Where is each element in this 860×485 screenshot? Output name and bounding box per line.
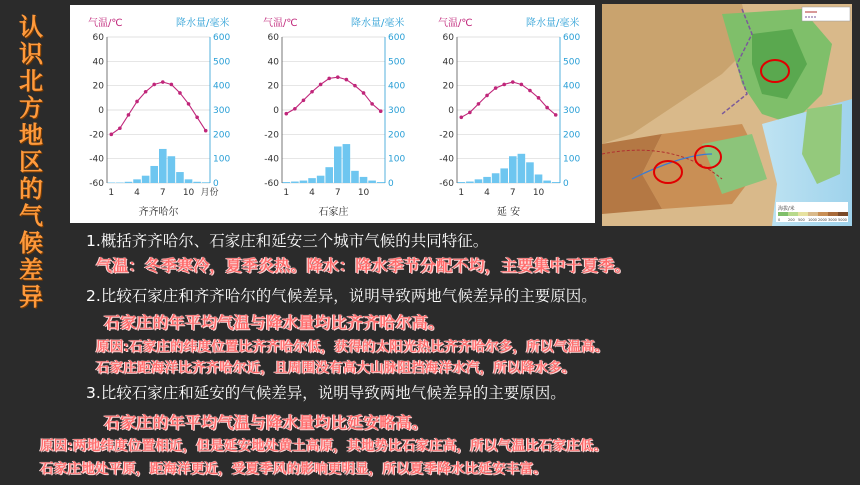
elevation-legend-label: 海拔/米: [778, 206, 795, 212]
temperature-point: [310, 90, 314, 94]
temp-tick-label: 0: [273, 106, 279, 116]
elevation-tick-label: 3000: [828, 218, 837, 222]
precip-axis-label: 降水量/毫米: [526, 18, 580, 29]
precip-bar: [176, 172, 184, 183]
precip-tick-label: 400: [563, 81, 581, 92]
temperature-point: [537, 96, 541, 100]
temperature-point: [144, 90, 148, 94]
question-1: 1.概括齐齐哈尔、石家庄和延安三个城市气候的共同特征。: [86, 232, 489, 250]
precip-bar: [351, 171, 359, 183]
map-legend-box: [802, 7, 850, 21]
temperature-point: [362, 91, 366, 95]
temperature-point: [135, 100, 139, 104]
precip-bar: [343, 144, 351, 183]
precip-bar: [291, 182, 299, 183]
temperature-point: [477, 102, 481, 106]
precip-tick-label: 600: [388, 33, 406, 43]
month-tick-label: 1: [108, 188, 115, 198]
precip-bar: [133, 179, 141, 183]
temperature-point: [345, 78, 349, 82]
answer-3-reason-2: 石家庄地处平原，距海洋更近，受夏季风的影响更明显，所以夏季降水比延安丰富。: [40, 461, 547, 477]
climate-charts-panel: [70, 5, 595, 223]
temperature-point: [459, 116, 463, 120]
temperature-point: [170, 83, 174, 87]
precip-bar: [150, 166, 158, 183]
elevation-tick-label: 2000: [818, 218, 827, 222]
temperature-point: [109, 133, 113, 137]
answer-2-reason-2: 石家庄距海洋比齐齐哈尔近，且周围没有高大山脉阻挡海洋水汽，所以降水多。: [96, 360, 576, 376]
temperature-point: [468, 111, 472, 115]
precip-tick-label: 300: [563, 106, 581, 116]
temperature-line: [286, 77, 380, 114]
temperature-point: [195, 116, 199, 120]
temperature-point: [204, 129, 208, 133]
side-title-char: 区: [19, 148, 43, 176]
elevation-swatch: [818, 212, 828, 216]
precip-bar: [283, 182, 291, 183]
elevation-swatch: [778, 212, 788, 216]
precip-tick-label: 0: [563, 179, 569, 189]
answer-2-reason-1: 原因:石家庄的纬度位置比齐齐哈尔低，获得的太阳光热比齐齐哈尔多，所以气温高。: [96, 339, 609, 355]
temperature-line: [461, 82, 555, 117]
precip-tick-label: 100: [388, 154, 406, 165]
temperature-point: [502, 83, 506, 87]
temperature-point: [152, 83, 156, 87]
answer-2-main: 石家庄的年平均气温与降水量均比齐齐哈尔高。: [104, 313, 445, 332]
month-tick-label: 4: [484, 188, 490, 198]
temp-tick-label: -20: [89, 130, 104, 141]
month-tick-label: 10: [182, 188, 195, 198]
temp-tick-label: -40: [89, 154, 104, 165]
precip-tick-label: 200: [388, 130, 406, 141]
side-title: [16, 14, 46, 311]
temp-tick-label: -60: [89, 179, 104, 189]
side-title-char: 识: [19, 40, 43, 68]
side-title-char: 的: [19, 175, 43, 203]
precip-bar: [492, 173, 500, 183]
precip-bar: [552, 182, 560, 183]
temperature-line: [111, 82, 205, 134]
precip-axis-label: 降水量/毫米: [176, 18, 230, 29]
precip-tick-label: 400: [388, 81, 406, 92]
precip-bar: [193, 182, 201, 183]
temperature-point: [528, 89, 532, 93]
month-tick-label: 7: [509, 188, 516, 198]
side-title-char: 方: [19, 94, 43, 122]
side-title-char: 异: [19, 283, 43, 311]
precip-bar: [317, 176, 325, 183]
precip-tick-label: 200: [563, 130, 581, 141]
temperature-point: [353, 84, 357, 88]
precip-bar: [300, 181, 308, 183]
temp-tick-label: -60: [439, 179, 454, 189]
precip-bar: [458, 182, 466, 183]
precip-bar: [500, 168, 508, 183]
temp-tick-label: 40: [442, 57, 454, 68]
temperature-point: [127, 113, 131, 117]
temp-axis-label: 气温/℃: [263, 18, 298, 29]
city-name: 延 安: [496, 207, 521, 218]
month-tick-label: 4: [309, 188, 315, 198]
precip-tick-label: 0: [213, 179, 219, 189]
temp-tick-label: -20: [264, 130, 279, 141]
temp-axis-label: 气温/℃: [88, 18, 123, 29]
precip-bar: [475, 179, 483, 183]
precip-bar: [334, 147, 342, 184]
side-title-char: 北: [19, 67, 43, 95]
side-title-char: 气: [19, 202, 43, 230]
precip-tick-label: 100: [563, 154, 581, 165]
precip-bar: [543, 181, 551, 183]
temperature-point: [293, 107, 297, 111]
temperature-point: [485, 94, 489, 98]
precip-bar: [308, 178, 316, 183]
precip-bar: [325, 167, 333, 183]
precip-bar: [368, 181, 376, 183]
temperature-point: [494, 86, 498, 90]
elevation-tick-label: 500: [798, 218, 805, 222]
temperature-point: [511, 80, 515, 84]
precip-bar: [483, 177, 491, 183]
temperature-point: [178, 91, 182, 95]
temp-tick-label: 0: [98, 106, 104, 116]
precip-tick-label: 300: [213, 106, 231, 116]
elevation-tick-label: 5000: [838, 218, 847, 222]
temperature-point: [520, 83, 524, 87]
precip-tick-label: 500: [563, 57, 581, 68]
month-tick-label: 7: [334, 188, 341, 198]
precip-bar: [168, 156, 176, 183]
answer-3-main: 石家庄的年平均气温与降水量均比延安略高。: [104, 413, 429, 432]
temp-tick-label: -40: [439, 154, 454, 165]
elevation-tick-label: 200: [788, 218, 795, 222]
temperature-point: [336, 75, 340, 79]
terrain-map: [602, 4, 852, 226]
temperature-point: [319, 83, 323, 87]
precip-bar: [159, 149, 167, 183]
temp-tick-label: 60: [442, 33, 454, 43]
precip-tick-label: 600: [213, 33, 231, 43]
precip-tick-label: 500: [388, 57, 406, 68]
temperature-point: [379, 109, 383, 113]
temp-tick-label: 20: [92, 81, 104, 92]
answer-1: 气温：冬季寒冷，夏季炎热。降水：降水季节分配不均，主要集中于夏季。: [96, 256, 631, 275]
temperature-point: [554, 113, 558, 117]
question-3: 3.比较石家庄和延安的气候差异，说明导致两地气候差异的主要原因。: [86, 384, 566, 402]
side-title-char: 认: [19, 13, 43, 41]
precip-bar: [185, 179, 193, 183]
month-axis-label: 月份: [200, 188, 219, 198]
precip-bar: [125, 182, 133, 183]
temp-tick-label: -60: [264, 179, 279, 189]
climate-charts-svg: [70, 5, 595, 223]
temp-tick-label: -20: [439, 130, 454, 141]
precip-bar: [142, 176, 150, 183]
precip-tick-label: 300: [388, 106, 406, 116]
precip-tick-label: 100: [213, 154, 231, 165]
city-name: 石家庄: [318, 207, 349, 218]
precip-bar: [526, 162, 534, 183]
temp-tick-label: 0: [448, 106, 454, 116]
precip-bar: [509, 156, 517, 183]
elevation-swatch: [838, 212, 848, 216]
temp-tick-label: 40: [92, 57, 104, 68]
elevation-tick-label: 0: [778, 218, 781, 222]
temperature-point: [545, 106, 549, 110]
elevation-tick-label: 1000: [808, 218, 817, 222]
elevation-swatch: [828, 212, 838, 216]
temperature-point: [327, 77, 331, 81]
temperature-point: [370, 102, 374, 106]
precip-bar: [518, 154, 526, 183]
month-tick-label: 10: [357, 188, 370, 198]
precip-bar: [377, 182, 385, 183]
precip-bar: [466, 182, 474, 183]
month-tick-label: 10: [532, 188, 545, 198]
precip-tick-label: 0: [388, 179, 394, 189]
temperature-point: [284, 112, 288, 116]
side-title-char: 差: [19, 256, 43, 284]
precip-tick-label: 600: [563, 33, 581, 43]
precip-axis-label: 降水量/毫米: [351, 18, 405, 29]
temperature-point: [118, 126, 122, 130]
precip-bar: [360, 177, 368, 183]
side-title-char: 候: [19, 229, 43, 257]
month-tick-label: 1: [458, 188, 465, 198]
precip-tick-label: 200: [213, 130, 231, 141]
precip-tick-label: 500: [213, 57, 231, 68]
city-name: 齐齐哈尔: [138, 207, 179, 218]
terrain-map-svg: [602, 4, 852, 226]
precip-tick-label: 400: [213, 81, 231, 92]
precip-bar: [535, 174, 543, 183]
temp-tick-label: 20: [442, 81, 454, 92]
temp-axis-label: 气温/℃: [438, 18, 473, 29]
temperature-point: [161, 80, 165, 84]
precip-bar: [202, 182, 210, 183]
temp-tick-label: 40: [267, 57, 279, 68]
elevation-swatch: [808, 212, 818, 216]
temperature-point: [302, 98, 306, 102]
month-tick-label: 4: [134, 188, 140, 198]
side-title-char: 地: [19, 121, 43, 149]
answer-3-reason-1: 原因:两地纬度位置相近，但是延安地处黄土高原，其地势比石家庄高，所以气温比石家庄低。: [40, 438, 608, 454]
elevation-swatch: [788, 212, 798, 216]
temp-tick-label: 20: [267, 81, 279, 92]
month-tick-label: 1: [283, 188, 290, 198]
elevation-swatch: [798, 212, 808, 216]
temp-tick-label: -40: [264, 154, 279, 165]
temp-tick-label: 60: [267, 33, 279, 43]
temperature-point: [187, 102, 191, 106]
temp-tick-label: 60: [92, 33, 104, 43]
question-2: 2.比较石家庄和齐齐哈尔的气候差异，说明导致两地气候差异的主要原因。: [86, 287, 597, 305]
month-tick-label: 7: [159, 188, 166, 198]
